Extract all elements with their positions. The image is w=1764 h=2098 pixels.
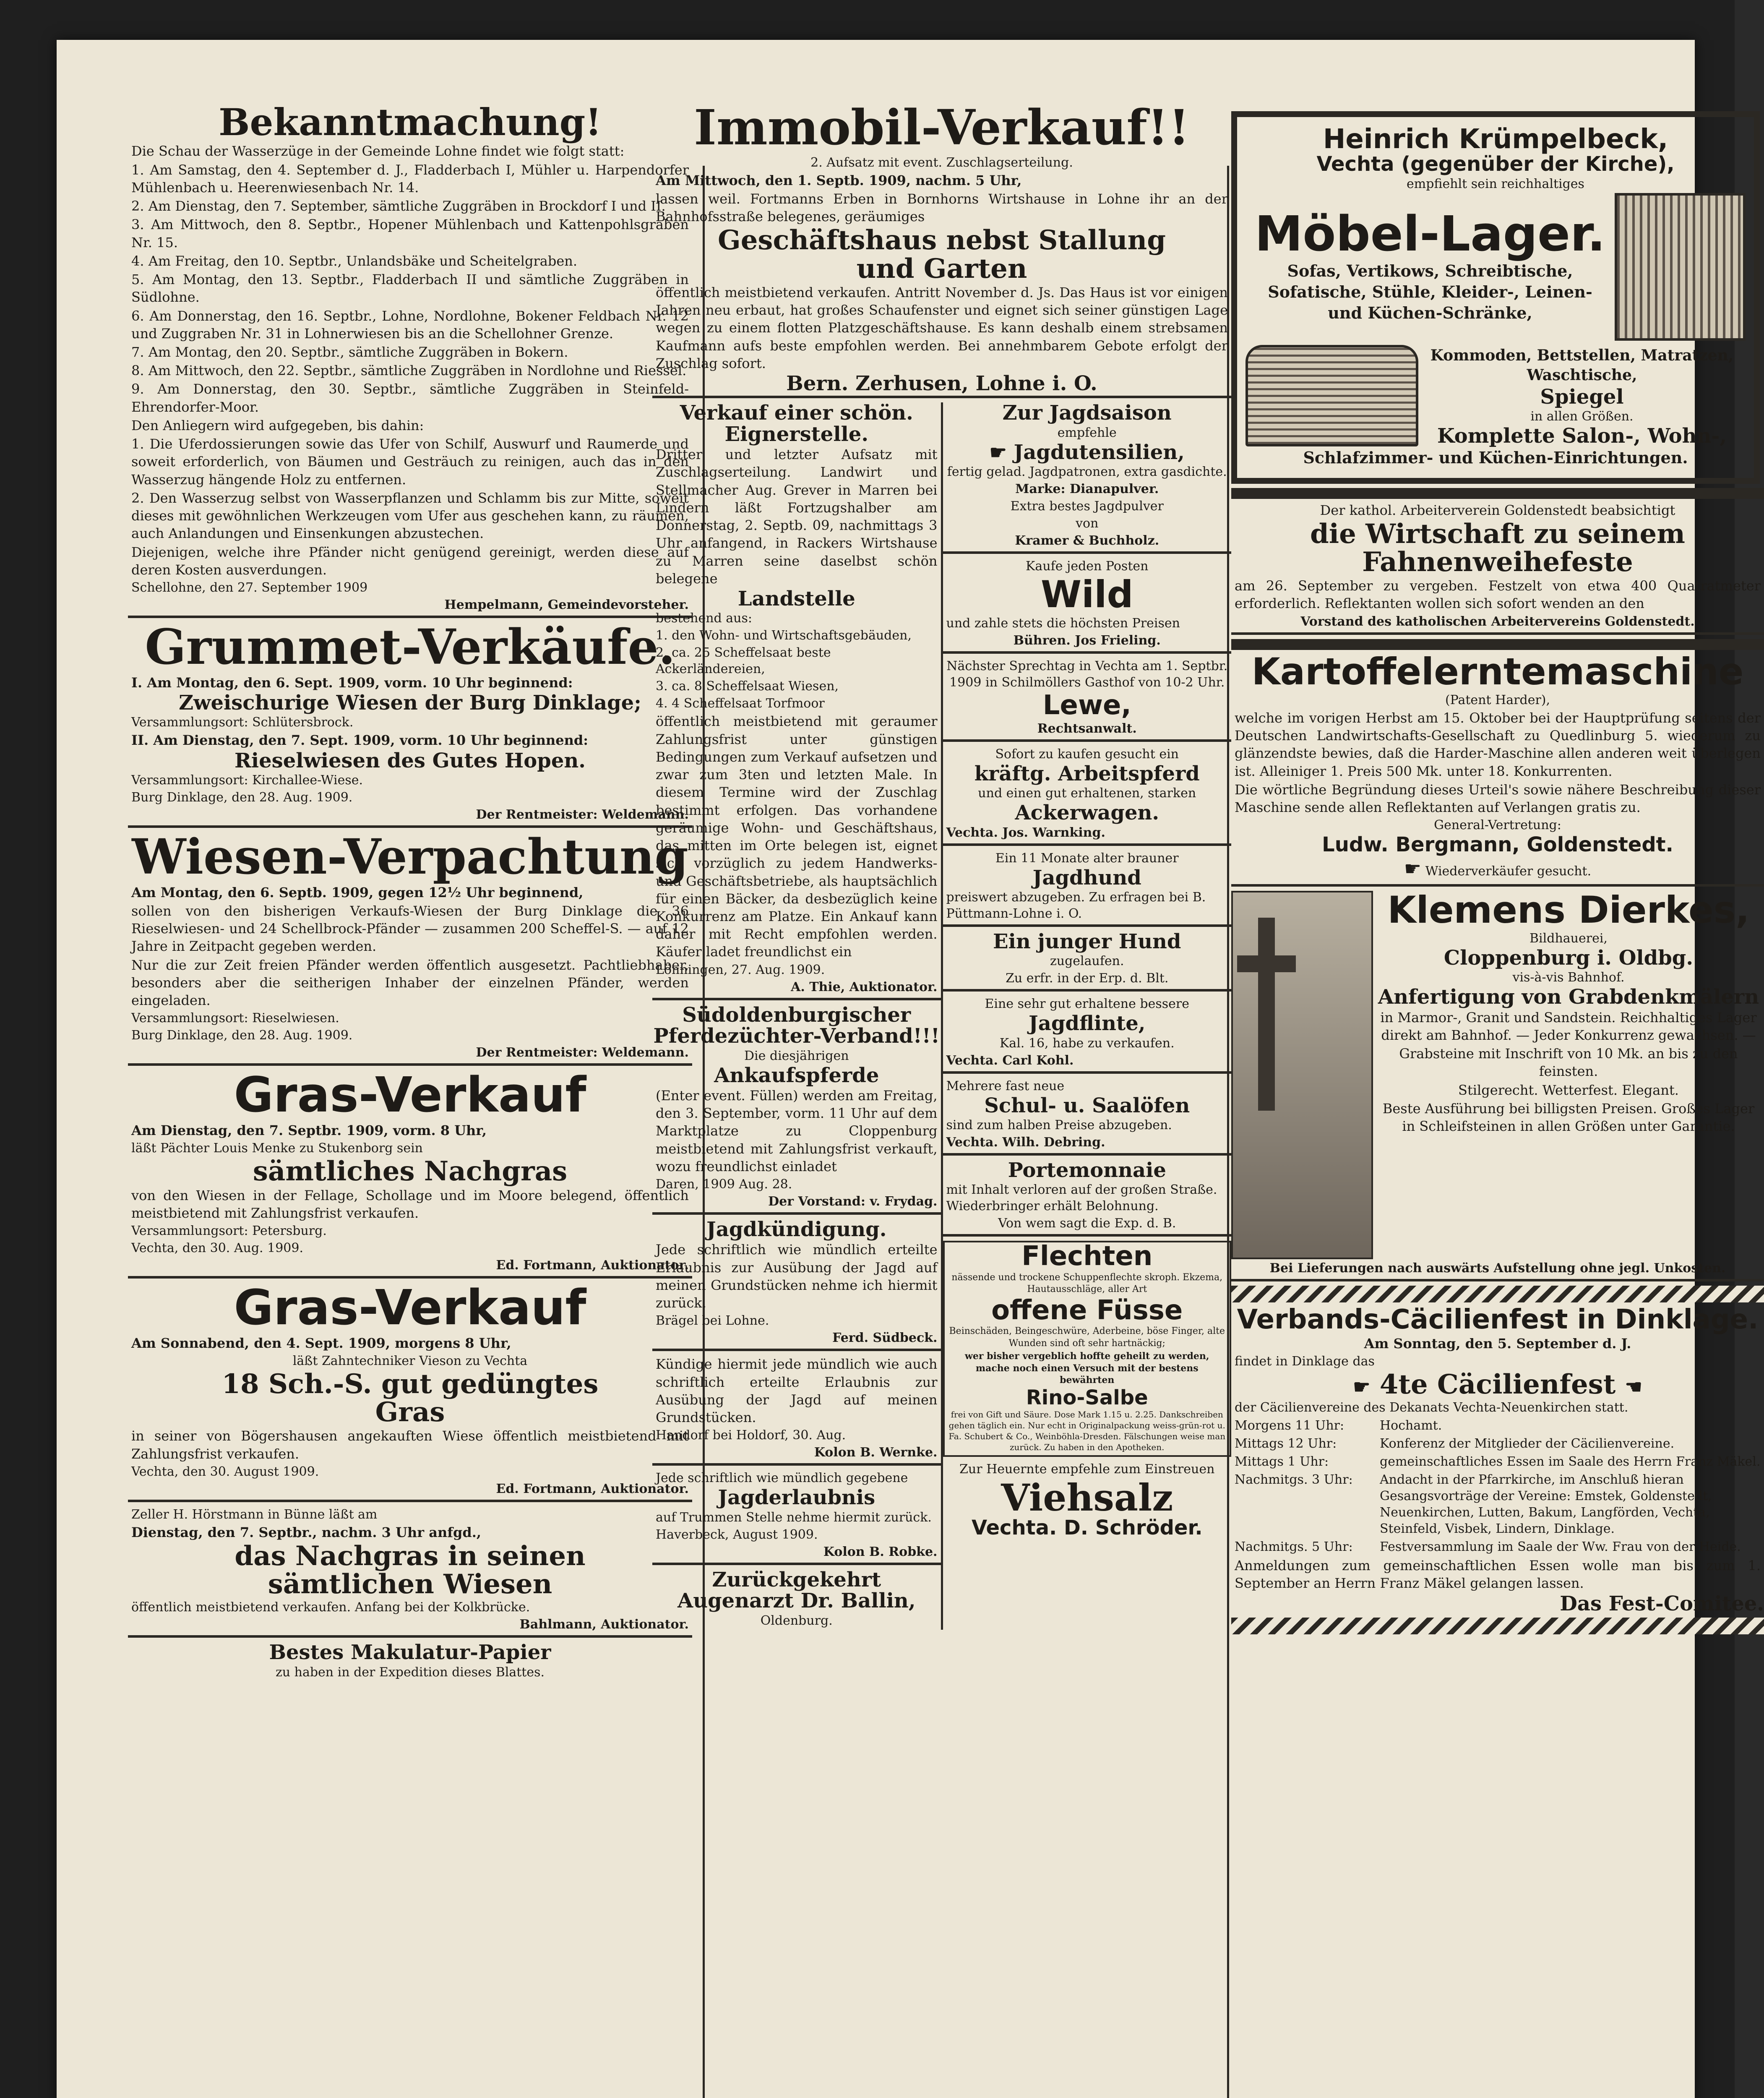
two-column-block: [652, 402, 1231, 1629]
ad-place: Schellohne, den 27. September 1909: [131, 580, 368, 595]
schedule-row: [1231, 1417, 1764, 1435]
ad-title: Wiesen-Verpachtung: [132, 829, 688, 886]
ad-signature: Der Vorstand: v. Frydag.: [768, 1194, 938, 1209]
ad-signature: Der Rentmeister: Weldemann.: [476, 807, 689, 822]
ad-dr-ballin: [652, 1569, 941, 1629]
ad-title: Jagdkündigung.: [706, 1218, 887, 1242]
dierkes-text: [1373, 888, 1764, 1259]
ad-makulatur: [128, 1642, 692, 1680]
ad-title: Grummet-Verkäufe.: [145, 619, 675, 676]
ad-place: Versammlungsort: Kirchallee-Wiese.: [131, 773, 363, 788]
sofa-row: [1245, 345, 1746, 447]
ad-item-label: Jagdutensilien,: [1014, 440, 1185, 464]
ad-title: Kartoffelerntemaschine: [1251, 650, 1744, 693]
ad-immobil-verkauf: [652, 99, 1231, 398]
schedule: [1231, 1417, 1764, 1556]
ad-place: Daren, 1909 Aug. 28.: [656, 1177, 792, 1192]
ad-text: nässende und trockene Schuppenflechte skroph. Ekzema, Hautausschläge, aller Art: [951, 1272, 1223, 1295]
ad-place: Versammlungsort: Rieselwiesen.: [131, 1011, 339, 1026]
zigzag-border: [1231, 1286, 1764, 1302]
ad-text: [1235, 856, 1761, 882]
pointing-hand-icon: ☛: [989, 441, 1007, 464]
ad-title: Gras-Verkauf: [234, 1067, 586, 1124]
column-middle: [652, 99, 1231, 1630]
ad-text: Die wörtliche Begründung dieses Urteil's sowie nähere Beschreibung dieser Maschine sende allen Reflektanten auf Verlangen gratis zu.: [1235, 781, 1761, 816]
ad-text: am 26. September zu vergeben. Festzelt von etwa 400 Quatratmeter erforderlich. Reflektanten wollen sich sofort wenden an den: [1235, 578, 1761, 612]
sub-column-b: [943, 402, 1232, 1629]
ad-item: Ackerwagen.: [1015, 801, 1159, 825]
ad-item: das Nachgras in seinen: [235, 1540, 586, 1572]
ad-text: zu haben in der Expedition dieses Blattes.: [275, 1665, 545, 1680]
ad-jagdkuendigung: [652, 1219, 941, 1351]
schedule-event: Konferenz der Mitglieder der Cäcilienvereine.: [1380, 1436, 1675, 1451]
ad-text: Kal. 16, habe zu verkaufen.: [999, 1036, 1175, 1051]
ad-lewe: [943, 658, 1232, 742]
ad-text: Eine sehr gut erhaltene bessere: [985, 997, 1189, 1012]
schedule-event: Andacht in der Pfarrkirche, im Anschluß hieran Gesangsvorträge der Vereine: Emstek, Goldenstedt, Neuenkirchen, Lutten, Bakum, Langförden, Vechta, Steinfeld, Visbek, Lindern, Dinklage.: [1380, 1472, 1712, 1537]
ad-title: Klemens Dierkes,: [1387, 888, 1750, 932]
ad-dierkes: [1231, 888, 1764, 1281]
ad-item: Komplette Salon-, Wohn-,: [1437, 424, 1727, 448]
ad-grummet: [128, 619, 692, 828]
ad-jagderlaubnis: [652, 1470, 941, 1565]
ad-jagdsaison: [943, 402, 1232, 554]
ad-portemonnaie: [943, 1160, 1232, 1237]
ad-text: Mehrere fast neue: [946, 1078, 1065, 1093]
ad-text: Grabsteine mit Inschrift von 10 Mk. an bis zu den feinsten.: [1399, 1046, 1738, 1080]
ad-title: Ein junger Hund: [993, 929, 1181, 953]
ad-signature: Ludw. Bergmann, Goldenstedt.: [1322, 833, 1673, 857]
ad-signature: Ed. Fortmann, Auktionator.: [496, 1258, 689, 1273]
ad-text: Ein 11 Monate alter brauner: [995, 851, 1179, 866]
sub-column-a: [652, 402, 943, 1629]
ad-jagdhund: [943, 850, 1232, 927]
ad-item: und Garten: [856, 253, 1027, 284]
ad-text: frei von Gift und Säure. Dose Mark 1.15 u. 2.25. Dankschreiben gehen täglich ein. Nur echt in Originalpackung weiss-grün-rot u. Fa. Schubert & Co., Weinböhla-Dresden. Fälschungen weise man zurück. Zu haben in den Apotheken.: [948, 1409, 1226, 1453]
ad-text: Rechtsanwalt.: [1037, 721, 1137, 736]
ad-signature: Hempelmann, Gemeindevorsteher.: [444, 598, 689, 613]
ad-text: Nur die zur Zeit freien Pfänder werden öffentlich ausgesetzt. Pachtliebhaber, besonders aber die seitherigen Inhaber der einzelnen Pfänder, werden eingeladen.: [131, 957, 689, 1009]
schedule-event: Festversammlung im Saale der Ww. Frau von der Heide.: [1380, 1540, 1741, 1555]
ad-junger-hund: [943, 931, 1232, 992]
ad-text: läßt Pächter Louis Menke zu Stukenborg sein: [131, 1141, 423, 1156]
ad-text: Beste Ausführung bei billigsten Preisen. Großes Lager in Schleifsteinen in allen Größen unter Garantie.: [1382, 1100, 1755, 1135]
ad-date: Am Sonnabend, den 4. Sept. 1909, morgens 8 Uhr,: [131, 1335, 511, 1351]
ad-item: Spiegel: [1540, 385, 1624, 409]
list-item: 2. Am Dienstag, den 7. September, sämtliche Zuggräben in Brockdorf I und II.: [131, 198, 666, 214]
ad-item: Landstelle: [737, 587, 855, 611]
ad-text: 2. Aufsatz mit event. Zuschlagserteilung.: [810, 155, 1073, 170]
ad-text: Kommoden, Bettstellen, Matratzen, Waschtische,: [1430, 346, 1734, 384]
sofa-text: [1418, 345, 1746, 447]
ad-fahnenweihe: [1231, 501, 1764, 635]
ad-title: Verbands-Cäcilienfest in Dinklage.: [1237, 1304, 1759, 1335]
ad-date: Am Montag, den 6. Septb. 1909, gegen 12½ Uhr beginnend,: [131, 884, 584, 900]
cabinet-illustration: [1615, 193, 1746, 341]
ad-signature: Das Fest-Comitee.: [1560, 1592, 1764, 1615]
pointing-hand-icon: ☛: [1353, 1375, 1371, 1399]
ad-bekanntmachung: [128, 100, 692, 618]
list-item: 1. Am Samstag, den 4. September d. J., Fladderbach I, Mühler u. Harpendorfer Mühlenbach u. Heerenwiesenbach Nr. 14.: [131, 162, 689, 196]
ad-date: I. Am Montag, den 6. Sept. 1909, vorm. 10 Uhr beginnend:: [131, 674, 573, 691]
list-item: 1. den Wohn- und Wirtschaftsgebäuden,: [656, 628, 912, 643]
ad-signature: Kolon B. Wernke.: [814, 1445, 938, 1460]
pointing-hand-left-icon: ☚: [1625, 1375, 1642, 1399]
ad-text: Extra bestes Jagdpulver: [1010, 499, 1164, 514]
ad-text: Zurückgekehrt: [712, 1568, 881, 1592]
list-item: 6. Am Donnerstag, den 16. Septbr., Lohne, Nordlohne, Bokener Feldbach Nr. 12 und Zuggraben Nr. 31 in Lohnerwiesen bis an die Schellohner Grenze.: [131, 308, 689, 342]
ad-wiesen-verpachtung: [128, 829, 692, 1066]
moebel-row: [1245, 193, 1746, 341]
ad-date: Am Sonntag, den 5. September d. J.: [1364, 1335, 1631, 1352]
ad-text: Schlafzimmer- und Küchen-Einrichtungen.: [1303, 448, 1688, 467]
schedule-time: Nachmitgs. 5 Uhr:: [1235, 1540, 1353, 1555]
ad-item-label: 4te Cäcilienfest: [1379, 1369, 1616, 1401]
ad-text: Jede schriftlich wie mündlich gegebene: [656, 1471, 908, 1486]
column-right: [1231, 103, 1764, 1638]
ad-title: Portemonnaie: [1008, 1159, 1166, 1182]
ad-text: fertig gelad. Jagdpatronen, extra gasdichte.: [947, 464, 1227, 480]
grave-monument-illustration: [1231, 891, 1373, 1259]
ad-arbeitspferd: [943, 746, 1232, 846]
ad-date: II. Am Dienstag, den 7. Sept. 1909, vorm. 10 Uhr beginnend:: [131, 732, 589, 749]
newspaper-page: [57, 40, 1764, 2098]
ad-title: Gras-Verkauf: [234, 1280, 586, 1336]
ad-text: und einen gut erhaltenen, starken: [978, 786, 1196, 801]
ad-jagdflinte: [943, 996, 1232, 1073]
list-item: 3. Am Mittwoch, den 8. Septbr., Hopener Mühlenbach und Kattenpohlsgraben Nr. 15.: [131, 217, 689, 251]
ad-place: Cloppenburg i. Oldbg.: [1444, 946, 1694, 970]
ad-text: Von wem sagt die Exp. d. B.: [998, 1216, 1176, 1231]
ad-signature: Der Rentmeister: Weldemann.: [476, 1045, 689, 1060]
ad-text: Dritter und letzter Aufsatz mit Zuschlagserteilung. Landwirt und Stellmacher Aug. Grever in Marren bei Lindern läßt Fortzugshalber am Donnerstag, 2. Septb. 09, nachmittags 3 Uhr anfangend, in Rackers Wirtshause zu Marren seine daselbst schön belegene: [656, 446, 938, 587]
ad-place: Vechta (gegenüber der Kirche),: [1316, 152, 1675, 176]
ad-text: Die diesjährigen: [744, 1048, 849, 1063]
ad-signature: Kolon B. Robke.: [823, 1544, 938, 1559]
ad-title: Heinrich Krümpelbeck,: [1323, 124, 1668, 155]
ad-title: die Wirtschaft zu seinem Fahnenweihefeste: [1310, 518, 1685, 578]
schedule-row: [1231, 1471, 1764, 1538]
ad-title: Immobil-Verkauf!!: [694, 99, 1190, 156]
column-left: [128, 100, 692, 1681]
ad-text: Diejenigen, welche ihre Pfänder nicht genügend gereinigt, werden diese auf deren Kosten ausverdungen.: [131, 544, 689, 578]
schedule-row: [1231, 1435, 1764, 1453]
ad-text: läßt Zahntechniker Vieson zu Vechta: [292, 1354, 528, 1369]
ad-signature: Vechta. Jos. Warnking.: [946, 825, 1105, 840]
divider-bar: [1231, 488, 1764, 499]
ad-caecilienfest: [1231, 1306, 1764, 1634]
schedule-event: gemeinschaftliches Essen im Saale des Herrn Franz Mäkel.: [1380, 1454, 1761, 1469]
ad-text: in allen Größen.: [1530, 409, 1634, 424]
ad-text: von den Wiesen in der Fellage, Schollage und im Moore belegend, öffentlich meistbietend mit Zahlungsfrist verkaufen.: [131, 1187, 689, 1221]
ad-title: Südoldenburgischer Pferdezüchter-Verband!!!: [653, 1003, 940, 1048]
ad-text: Kündige hiermit jede mündlich wie auch schriftlich erteilte Erlaubnis zur Ausübung der Jagd auf meinen Grundstücken.: [656, 1356, 938, 1426]
ad-text: und zahle stets die höchsten Preisen: [946, 616, 1180, 631]
list-item: 4. Am Freitag, den 10. Septbr., Unlandsbäke und Scheitelgraben.: [131, 253, 578, 269]
ad-place: Brägel bei Lohne.: [656, 1313, 769, 1328]
ad-eignerstelle: [652, 402, 941, 1000]
ad-text: Stilgerecht. Wetterfest. Elegant.: [1458, 1082, 1679, 1098]
ad-title: offene Füsse: [991, 1294, 1183, 1326]
moebel-text: [1245, 206, 1615, 324]
ad-signature: Vorstand des katholischen Arbeitervereins Goldenstedt.: [1300, 614, 1695, 629]
ad-signature: Bahlmann, Auktionator.: [519, 1617, 689, 1632]
ad-title: Verkauf einer schön. Eignerstelle.: [680, 401, 913, 446]
ad-text: sollen von den bisherigen Verkaufs-Wiesen der Burg Dinklage die 36 Rieselwiesen- und 24 Schellbrock-Pfänder — zusammen 200 Scheffel-S. — auf 12 Jahre in Zeitpacht gegeben werden.: [131, 903, 689, 955]
ad-text: findet in Dinklage das: [1235, 1354, 1375, 1369]
ad-title: Viehsalz: [1001, 1476, 1173, 1520]
ad-place: Oldenburg.: [760, 1613, 833, 1628]
ad-title: Jagdflinte,: [1029, 1012, 1146, 1036]
ad-place: Haverbeck, August 1909.: [656, 1527, 818, 1542]
ad-text: Bei Lieferungen nach auswärts Aufstellung ohne jegl. Unkosten.: [1269, 1260, 1726, 1276]
ad-signature: Vechta. Carl Kohl.: [946, 1053, 1074, 1068]
schedule-time: Mittags 1 Uhr:: [1235, 1454, 1329, 1469]
ad-gras-verkauf-2: [128, 1280, 692, 1502]
ad-title: Bestes Makulatur-Papier: [269, 1641, 551, 1665]
ad-item: sämtliches Nachgras: [253, 1156, 568, 1187]
ad-kartoffelerntemaschine: [1231, 652, 1764, 887]
ad-place: Handorf bei Holdorf, 30. Aug.: [656, 1428, 846, 1443]
ad-title: Möbel-Lager.: [1254, 206, 1606, 262]
ad-item: Anfertigung von Grabdenkmälern: [1378, 985, 1759, 1009]
sofa-illustration: [1245, 345, 1418, 446]
ad-text: wer bisher vergeblich hoffte geheilt zu werden, mache noch einen Versuch mit der bestens bewährten: [964, 1351, 1209, 1386]
list-item: 7. Am Montag, den 20. Septbr., sämtliche Zuggräben in Bokern.: [131, 344, 568, 360]
ad-text: welche im vorigen Herbst am 15. Oktober bei der Hauptprüfung seitens der Deutschen Landwirtschafts-Gesellschaft zu Quedlinburg 5. wiederum zu glänzendste bewies, daß die Harder-Maschine allen anderen weit überlegen ist. Alleiniger 1. Preis 500 Mk. unter 18. Konkurrenten.: [1235, 710, 1761, 779]
list-item: 5. Am Montag, den 13. Septbr., Fladderbach II und sämtliche Zuggräben in Südlohne.: [131, 271, 689, 305]
list-item: bestehend aus:: [656, 611, 753, 626]
ad-title: Bekanntmachung!: [219, 100, 602, 144]
list-item: 8. Am Mittwoch, den 22. Septbr., sämtliche Zuggräben in Nordlohne und Riessel.: [131, 363, 687, 379]
dierkes-row: [1231, 888, 1764, 1259]
ad-date: Dienstag, den 7. Septbr., nachm. 3 Uhr anfgd.,: [131, 1524, 482, 1540]
ad-title: Augenarzt Dr. Ballin,: [677, 1589, 916, 1613]
ad-nachgras: [128, 1506, 692, 1638]
ad-text: lassen weil. Fortmanns Erben in Bornhorns Wirtshause in Lohne ihr an der Bahnhofsstraße belegenes, geräumiges: [656, 190, 1228, 225]
ad-text: 2. Den Wasserzug selbst von Wasserpflanzen und Schlamm bis zur Mitte, soweit dieses mit gewöhnlichen Werkzeugen vom Ufer aus geschehen kann, zu räumen, auch Anlandungen und Einsenkungen abzustechen.: [131, 490, 689, 542]
ad-text: empfiehlt sein reichhaltiges: [1407, 176, 1584, 191]
schedule-time: Nachmitgs. 3 Uhr:: [1235, 1472, 1353, 1487]
ad-text: Anmeldungen zum gemeinschaftlichen Essen wolle man bis zum 1. September an Herrn Franz Mäkel gelangen lassen.: [1235, 1558, 1761, 1592]
ad-title: Schul- u. Saalöfen: [984, 1093, 1190, 1117]
ad-viehsalz: [943, 1461, 1232, 1538]
ad-text: von: [1076, 516, 1099, 531]
ad-item: kräftg. Arbeitspferd: [974, 762, 1200, 785]
ad-kuendigung: [652, 1355, 941, 1466]
ad-signature: Kramer & Buchholz.: [1015, 533, 1159, 548]
ad-text: Zu erfr. in der Erp. d. Blt.: [1006, 971, 1169, 986]
ad-text: in seiner von Bögershausen angekauften Wiese öffentlich meistbietend mit Zahlungsfrist verkaufen.: [131, 1428, 689, 1462]
ad-text: auf Trummen Stelle nehme hiermit zurück.: [656, 1510, 932, 1525]
ad-signature: Vechta. D. Schröder.: [971, 1516, 1203, 1540]
ad-item: [1231, 1370, 1764, 1399]
ad-text: Zur Heuernte empfehle zum Einstreuen: [959, 1462, 1215, 1477]
ad-place: Versammlungsort: Schlütersbrock.: [131, 715, 354, 730]
ad-text: öffentlich meistbietend verkaufen. Antritt November d. Js. Das Haus ist vor einigen Jahren neu erbaut, hat großes Schaufenster und eignet sich seiner günstigen Lage wegen zu einem flotten Platzgeschäftshause. Es kann deshalb einem strebsamen Kaufmann aufs beste empfohlen werden. Bei annehmbarem Gebote erfolgt der Zuschlag sofort.: [656, 284, 1228, 371]
ad-item: [943, 442, 1232, 463]
schedule-row: [1231, 1538, 1764, 1556]
ad-text: Nächster Sprechtag in Vechta am 1. Septbr. 1909 in Schilmöllers Gasthof von 10-2 Uhr.: [946, 658, 1228, 690]
ad-text: in Marmor-, Granit und Sandstein. Reichhaltiges Lager direkt am Bahnhof. — Jeder Konkurrenz gewachsen. —: [1380, 1009, 1757, 1044]
ad-signature: Ferd. Südbeck.: [832, 1331, 938, 1346]
ad-item: Gras: [375, 1396, 445, 1428]
ad-text: (Enter event. Füllen) werden am Freitag, den 3. September, vorm. 11 Uhr auf dem Marktplatze zu Cloppenburg meistbietend mit Zahlungsfrist verkauft, wozu freundlichst einladet: [656, 1087, 938, 1174]
schedule-event: Hochamt.: [1380, 1418, 1442, 1433]
ad-signature: Bern. Zerhusen, Lohne i. O.: [786, 372, 1097, 395]
ad-date: Am Dienstag, den 7. Septbr. 1909, vorm. 8 Uhr,: [131, 1122, 487, 1139]
ad-text: der Cäcilienvereine des Dekanats Vechta-Neuenkirchen statt.: [1235, 1400, 1629, 1415]
ad-place: Lönningen, 27. Aug. 1909.: [656, 962, 825, 977]
ad-text: Beinschäden, Beingeschwüre, Aderbeine, böse Finger, alte Wunden sind oft sehr hartnäckig;: [949, 1326, 1225, 1349]
schedule-row: [1231, 1453, 1764, 1471]
ad-item: Ankaufspferde: [714, 1063, 879, 1087]
ad-kruempelbeck: [1231, 111, 1760, 484]
ad-title: Flechten: [1021, 1241, 1153, 1272]
ad-item: Geschäftshaus nebst Stallung: [718, 224, 1166, 256]
ad-text: 1. Die Uferdossierungen sowie das Ufer von Schilf, Auswurf und Raumerde und soweit erforderlich, von Bäumen und Gesträuch zu reinigen, auch das in den Wasserzug hängende Holz zu entfernen.: [131, 436, 689, 488]
ad-text-label: Wiederverkäufer gesucht.: [1425, 864, 1592, 879]
ad-date: Am Mittwoch, den 1. Septb. 1909, nachm. 5 Uhr,: [656, 172, 1022, 188]
ad-item: Rieselwiesen des Gutes Hopen.: [235, 749, 586, 772]
cross-bar: [1237, 955, 1296, 972]
ad-text: Den Anliegern wird aufgegeben, bis dahin:: [131, 417, 424, 433]
cross-icon: [1258, 918, 1275, 1111]
ad-place: Burg Dinklage, den 28. Aug. 1909.: [131, 1028, 353, 1043]
ad-text: Jede schriftlich wie mündlich erteilte Erlaubnis zur Ausübung der Jagd auf meinen Grundstücken nehme ich hiermit zurück.: [656, 1242, 938, 1311]
ad-text: General-Vertretung:: [1434, 818, 1561, 833]
ad-title: Jagdhund: [1032, 866, 1141, 890]
list-item: 2. ca. 25 Scheffelsaat beste Ackerländereien,: [656, 645, 831, 677]
ad-signature: Vechta. Wilh. Debring.: [946, 1135, 1105, 1150]
ad-title: Jagderlaubnis: [718, 1486, 875, 1510]
ad-pferdezuechter: [652, 1005, 941, 1215]
ad-title: Rino-Salbe: [1026, 1386, 1148, 1410]
ad-text: vis-à-vis Bahnhof.: [1512, 970, 1625, 985]
ad-gras-verkauf-1: [128, 1067, 692, 1279]
ad-text: Sofas, Vertikows, Schreibtische, Sofatische, Stühle, Kleider-, Leinen- und Küchen-Schränke,: [1268, 261, 1592, 323]
ad-title: Lewe,: [1042, 689, 1131, 721]
ad-text: preiswert abzugeben. Zu erfragen bei B. Püttmann-Lohne i. O.: [946, 890, 1206, 921]
ad-text: öffentlich meistbietend mit geraumer Zahlungsfrist unter günstigen Bedingungen zum Verkauf aufsetzen und zwar zum 3ten und letzten Male. In diesem Termine wird der Zuschlag bestimmt erfolgen. Das vorhandene geräumige Wohn- und Geschäftshaus, das mitten im Orte belegen ist, eignet sich vorzüglich zu jedem Handwerks- und Geschäftsbetriebe, als hauptsächlich für einen Bäcker, da desbezüglich keine Konkurrenz am Platze. Ein Ankauf kann daher mit Recht empfohlen werden. Käufer ladet freundlichst ein: [656, 713, 938, 960]
ad-flechten: [943, 1241, 1232, 1457]
ad-title: Wild: [1041, 573, 1133, 616]
ad-place: Burg Dinklage, den 28. Aug. 1909.: [131, 790, 353, 805]
list-item: 3. ca. 8 Scheffelsaat Wiesen,: [656, 679, 839, 694]
ad-saaloefen: [943, 1078, 1232, 1156]
ad-text: sind zum halben Preise abzugeben.: [946, 1118, 1172, 1133]
ad-text: Kaufe jeden Posten: [1026, 559, 1149, 574]
pointing-hand-icon: ☛: [1404, 857, 1422, 880]
ad-place: Versammlungsort: Petersburg.: [131, 1224, 327, 1239]
ad-item: sämtlichen Wiesen: [268, 1568, 552, 1600]
ad-text: (Patent Harder),: [1445, 693, 1550, 708]
ad-signature: Bühren. Jos Frieling.: [1013, 633, 1161, 648]
ad-place: Vechta, den 30. Aug. 1909.: [131, 1241, 304, 1256]
ad-item: 18 Sch.-S. gut gedüngtes: [221, 1368, 599, 1400]
divider-bar: [1231, 639, 1764, 650]
ad-text: Zeller H. Hörstmann in Bünne läßt am: [131, 1507, 378, 1522]
ad-text: mit Inhalt verloren auf der großen Straße. Wiederbringer erhält Belohnung.: [946, 1182, 1217, 1214]
ad-text: öffentlich meistbietend verkaufen. Anfang bei der Kolkbrücke.: [131, 1600, 530, 1615]
schedule-time: Morgens 11 Uhr:: [1235, 1418, 1344, 1433]
ad-title: Zur Jagdsaison: [1002, 401, 1172, 425]
ad-text: Marke: Dianapulver.: [1015, 482, 1159, 497]
zigzag-border: [1231, 1618, 1764, 1634]
ad-text: Der kathol. Arbeiterverein Goldenstedt beabsichtigt: [1320, 502, 1675, 518]
schedule-time: Mittags 12 Uhr:: [1235, 1436, 1337, 1451]
ad-text: Bildhauerei,: [1529, 931, 1608, 946]
ad-wild: [943, 558, 1232, 653]
ad-item: Zweischurige Wiesen der Burg Dinklage;: [179, 691, 641, 715]
ad-text: zugelaufen.: [1050, 954, 1124, 969]
ad-place: Vechta, den 30. August 1909.: [131, 1464, 319, 1479]
ad-text: Sofort zu kaufen gesucht ein: [995, 746, 1179, 762]
ad-text: Die Schau der Wasserzüge in der Gemeinde Lohne findet wie folgt statt:: [131, 143, 625, 159]
ad-signature: A. Thie, Auktionator.: [791, 979, 938, 994]
ad-signature: Ed. Fortmann, Auktionator.: [496, 1481, 689, 1496]
list-item: 4. 4 Scheffelsaat Torfmoor: [656, 696, 825, 711]
list-item: 9. Am Donnerstag, den 30. Septbr., sämtliche Zuggräben in Steinfeld-Ehrendorfer-Moor.: [131, 381, 689, 415]
ad-text: empfehle: [1057, 425, 1117, 440]
